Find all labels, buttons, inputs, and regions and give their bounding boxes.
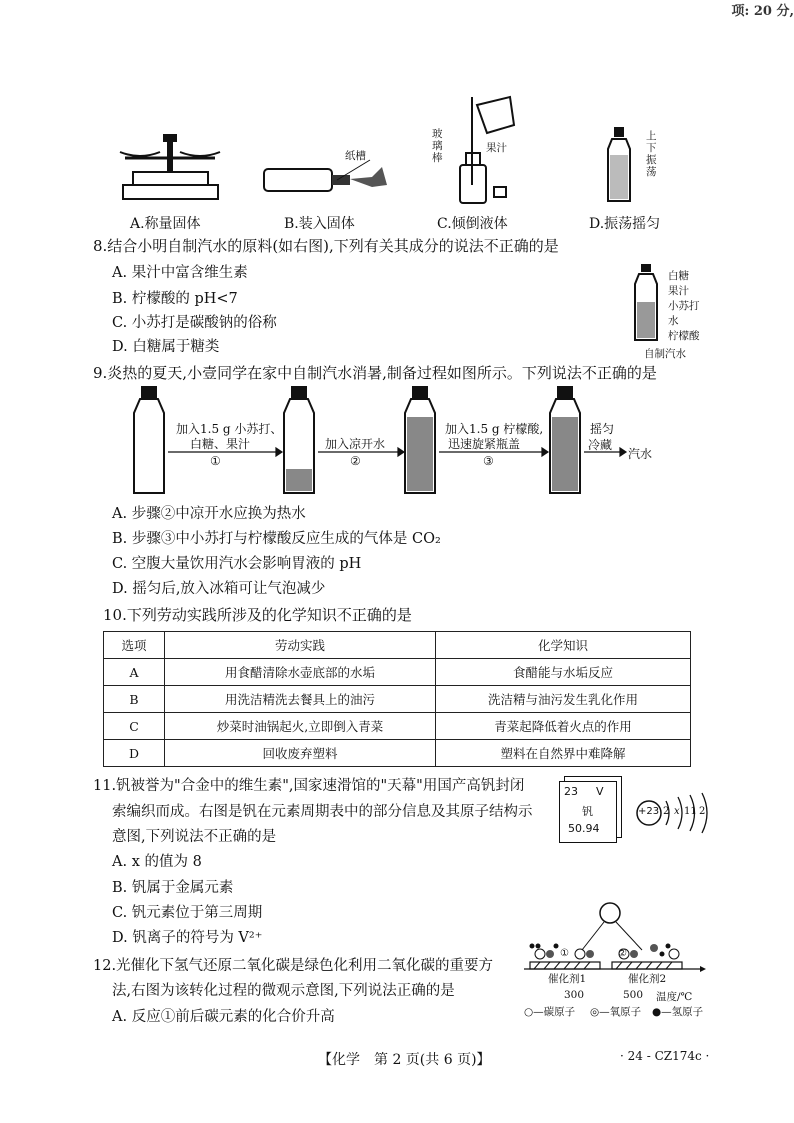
table-header: 化学知识	[436, 632, 691, 659]
q9-option-c: C. 空腹大量饮用汽水会影响胃液的 pH	[112, 556, 362, 572]
q9-step1-line2: 白糖、果汁	[190, 437, 251, 451]
table-cell: 炒菜时油锅起火,立即倒入青菜	[165, 713, 436, 740]
q11-stem-line1: 11.钒被誉为"合金中的维生素",国家速滑馆的"天幕"用国产高钒封闭	[93, 778, 525, 794]
q11-option-a: A. x 的值为 8	[112, 854, 202, 870]
shake-label: 上下振荡	[646, 130, 657, 178]
test-tube-figure	[262, 155, 392, 200]
legend-hydrogen: ●—氢原子	[652, 1006, 704, 1018]
q7-caption-d: D.振荡摇匀	[589, 216, 661, 232]
table-cell: 用洗洁精洗去餐具上的油污	[165, 686, 436, 713]
element-cell	[559, 781, 617, 843]
q8-option-b: B. 柠檬酸的 pH<7	[112, 291, 238, 307]
element-symbol: V	[596, 785, 604, 798]
shell-1-count: 2	[663, 806, 670, 817]
nucleus-charge: +23	[638, 806, 660, 817]
glass-rod-label: 玻璃棒	[432, 128, 443, 164]
q8-stem: 8.结合小明自制汽水的原料(如右图),下列有关其成分的说法不正确的是	[93, 237, 559, 255]
legend-oxygen: ◎—氧原子	[590, 1006, 642, 1018]
shell-4-count: 2	[699, 806, 706, 817]
table-cell: 用食醋清除水壶底部的水垢	[165, 659, 436, 686]
q9-stem: 9.炎热的夏天,小壹同学在家中自制汽水消暑,制备过程如图所示。下列说法不正确的是	[93, 364, 657, 382]
table-row	[104, 713, 691, 740]
q9-step4-line1: 摇匀	[590, 422, 615, 436]
table-row	[104, 659, 691, 686]
catalyst1-label: 催化剂1	[548, 973, 587, 985]
q8-bottle-figure	[632, 262, 662, 342]
q9-step3-line2: 迅速旋紧瓶盖	[448, 437, 521, 451]
table-cell: 回收废弃塑料	[165, 740, 436, 767]
table-header-row	[104, 632, 691, 659]
step2-marker: ②	[618, 948, 627, 959]
q9-step4-line2: 冷藏	[588, 438, 613, 452]
table-row	[104, 740, 691, 767]
table-row	[104, 686, 691, 713]
temp-300-label: 300	[564, 989, 585, 1001]
q11-option-c: C. 钒元素位于第三周期	[112, 905, 263, 921]
q9-product: 汽水	[628, 447, 653, 461]
q11-option-d: D. 钒离子的符号为 V²⁺	[112, 930, 263, 946]
table-cell: 洗洁精与油污发生乳化作用	[436, 686, 691, 713]
element-name: 钒	[582, 805, 593, 818]
q8-option-d: D. 白糖属于糖类	[112, 339, 220, 355]
table-cell: C	[104, 713, 165, 740]
q9-option-d: D. 摇匀后,放入冰箱可让气泡减少	[112, 581, 326, 597]
q11-option-b: B. 钒属于金属元素	[112, 880, 234, 896]
table-header: 劳动实践	[165, 632, 436, 659]
q10-stem: 10.下列劳动实践所涉及的化学知识不正确的是	[103, 606, 412, 624]
temp-500-label: 500	[623, 989, 644, 1001]
q8-label-juice: 果汁	[668, 285, 689, 297]
q9-step1-line1: 加入1.5 g 小苏打、	[176, 422, 283, 436]
step1-marker: ①	[560, 948, 569, 959]
q8-label-soda: 小苏打	[668, 300, 700, 312]
q8-label-water: 水	[668, 315, 679, 327]
q9-option-b: B. 步骤③中小苏打与柠檬酸反应生成的气体是 CO₂	[112, 531, 441, 547]
corner-fragment: 项: 20 分,	[731, 4, 794, 19]
q9-step3-line1: 加入1.5 g 柠檬酸,	[445, 422, 544, 436]
photocatalysis-figure	[524, 902, 704, 982]
page-code: · 24 - CZ174c ·	[620, 1049, 710, 1063]
q8-option-a: A. 果汁中富含维生素	[112, 265, 248, 281]
table-cell: 塑料在自然界中难降解	[436, 740, 691, 767]
q9-step2-num: ②	[350, 454, 361, 468]
table-cell: D	[104, 740, 165, 767]
q8-option-c: C. 小苏打是碳酸钠的俗称	[112, 315, 277, 331]
q7-caption-a: A.称量固体	[130, 216, 201, 232]
q12-stem-line2: 法,右图为该转化过程的微观示意图,下列说法正确的是	[112, 983, 455, 999]
q11-stem-line2: 索编织而成。右图是钒在元素周期表中的部分信息及其原子结构示	[112, 804, 533, 820]
table-cell: 青菜起降低着火点的作用	[436, 713, 691, 740]
shaking-bottle-figure	[605, 125, 635, 205]
paper-groove-label: 纸槽	[345, 150, 366, 162]
q12-stem-line1: 12.光催化下氢气还原二氧化碳是绿色化利用二氧化碳的重要方	[93, 958, 494, 974]
legend-carbon: ○—碳原子	[524, 1006, 576, 1018]
table-cell: B	[104, 686, 165, 713]
atomic-mass: 50.94	[568, 822, 600, 835]
q11-stem-line3: 意图,下列说法不正确的是	[112, 829, 277, 845]
q7-caption-c: C.倾倒液体	[437, 216, 508, 232]
table-cell: A	[104, 659, 165, 686]
shell-2-count: x	[674, 806, 680, 817]
shell-3-count: 11	[684, 806, 697, 817]
balance-figure	[115, 130, 225, 205]
q9-step1-num: ①	[210, 454, 221, 468]
table-header: 选项	[104, 632, 165, 659]
table-cell: 食醋能与水垢反应	[436, 659, 691, 686]
q8-label-citric: 柠檬酸	[668, 330, 700, 342]
q7-caption-b: B.装入固体	[284, 216, 355, 232]
page-footer: 【化学 第 2 页(共 6 页)】	[318, 1052, 491, 1068]
q9-step3-num: ③	[483, 454, 494, 468]
q8-label-sugar: 白糖	[668, 270, 689, 282]
temp-axis-label: 温度/℃	[656, 991, 693, 1003]
q9-option-a: A. 步骤②中凉开水应换为热水	[112, 506, 306, 522]
q8-bottle-caption: 自制汽水	[644, 348, 686, 360]
q12-option-a: A. 反应①前后碳元素的化合价升高	[112, 1009, 335, 1025]
catalyst2-label: 催化剂2	[628, 973, 667, 985]
q10-table	[103, 631, 691, 767]
atomic-number: 23	[564, 785, 578, 798]
juice-label: 果汁	[486, 142, 507, 154]
q9-step2-line1: 加入凉开水	[325, 437, 386, 451]
